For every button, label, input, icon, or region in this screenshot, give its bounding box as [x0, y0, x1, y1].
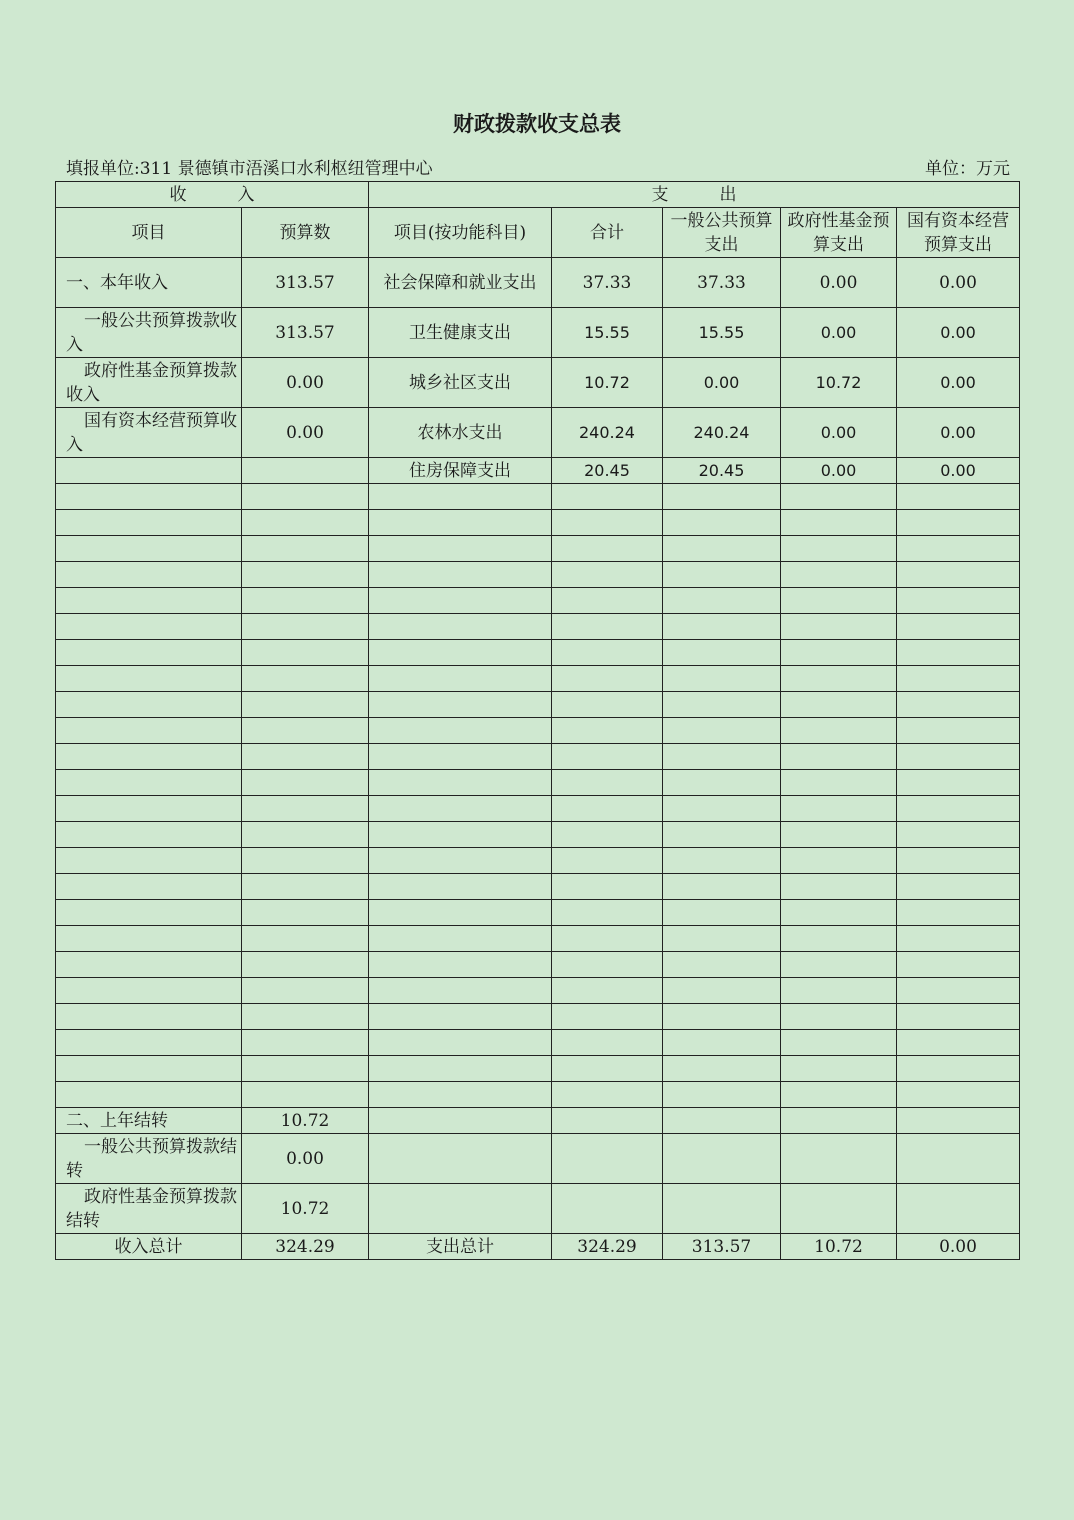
empty-cell	[552, 484, 663, 510]
empty-cell	[369, 640, 552, 666]
income-group-header: 收 入	[56, 182, 369, 208]
empty-cell	[242, 1082, 369, 1108]
table-row	[56, 458, 1020, 484]
expense-general: 240.24	[663, 408, 781, 458]
empty-cell	[56, 718, 242, 744]
budget-summary-table	[55, 181, 1020, 1260]
empty-table-row	[56, 640, 1020, 666]
empty-cell	[781, 562, 897, 588]
income-amount	[242, 458, 369, 484]
empty-cell	[781, 770, 897, 796]
income-item: 一般公共预算拨款收入	[56, 308, 242, 358]
col-header-general: 一般公共预算支出	[663, 208, 781, 258]
expense-fund: 0.00	[781, 308, 897, 358]
empty-table-row	[56, 666, 1020, 692]
empty-table-row	[56, 1004, 1020, 1030]
carryover-amount: 0.00	[242, 1134, 369, 1184]
empty-cell	[897, 562, 1020, 588]
expense-item: 城乡社区支出	[369, 358, 552, 408]
expense-total-label: 支出总计	[369, 1234, 552, 1260]
empty-cell	[663, 874, 781, 900]
empty-cell	[897, 900, 1020, 926]
expense-item: 卫生健康支出	[369, 308, 552, 358]
empty-cell	[663, 822, 781, 848]
group-header-row	[56, 182, 1020, 208]
carryover-amount: 10.72	[242, 1184, 369, 1234]
empty-table-row	[56, 952, 1020, 978]
empty-cell	[369, 718, 552, 744]
totals-row	[56, 1234, 1020, 1260]
empty-table-row	[56, 484, 1020, 510]
empty-cell	[897, 848, 1020, 874]
empty-cell	[552, 510, 663, 536]
table-row	[56, 408, 1020, 458]
empty-cell	[369, 926, 552, 952]
empty-cell	[781, 718, 897, 744]
empty-cell	[663, 796, 781, 822]
header-info-row	[66, 154, 1010, 179]
empty-cell	[897, 1082, 1020, 1108]
col-header-total: 合计	[552, 208, 663, 258]
empty-cell	[663, 718, 781, 744]
empty-cell	[552, 614, 663, 640]
empty-cell	[369, 978, 552, 1004]
expense-state: 0.00	[897, 258, 1020, 308]
empty-table-row	[56, 718, 1020, 744]
empty-table-row	[56, 770, 1020, 796]
expense-total: 240.24	[552, 408, 663, 458]
expense-item: 住房保障支出	[369, 458, 552, 484]
empty-table-row	[56, 614, 1020, 640]
empty-cell	[369, 692, 552, 718]
empty-table-row	[56, 900, 1020, 926]
empty-cell	[242, 770, 369, 796]
empty-cell	[663, 1056, 781, 1082]
empty-cell	[552, 796, 663, 822]
empty-cell	[897, 822, 1020, 848]
empty-cell	[781, 484, 897, 510]
empty-cell	[781, 874, 897, 900]
empty-cell	[242, 666, 369, 692]
empty-cell	[552, 718, 663, 744]
col-header-function-item: 项目(按功能科目)	[369, 208, 552, 258]
empty-table-row	[56, 588, 1020, 614]
empty-cell	[897, 978, 1020, 1004]
empty-cell	[56, 900, 242, 926]
empty-cell	[242, 1004, 369, 1030]
empty-cell	[897, 510, 1020, 536]
state-total: 0.00	[897, 1234, 1020, 1260]
income-item: 国有资本经营预算收入	[56, 408, 242, 458]
empty-cell	[56, 536, 242, 562]
empty-cell	[369, 848, 552, 874]
empty-table-row	[56, 848, 1020, 874]
empty-cell	[56, 692, 242, 718]
empty-cell	[552, 1004, 663, 1030]
empty-cell	[56, 640, 242, 666]
empty-cell	[369, 770, 552, 796]
expense-general: 37.33	[663, 258, 781, 308]
empty-cell	[897, 536, 1020, 562]
expense-fund: 0.00	[781, 458, 897, 484]
expense-fund: 0.00	[781, 258, 897, 308]
carryover-item: 二、上年结转	[56, 1108, 242, 1134]
empty-cell	[56, 1082, 242, 1108]
empty-cell	[369, 666, 552, 692]
empty-cell	[242, 926, 369, 952]
empty-cell	[663, 1030, 781, 1056]
empty-cell	[663, 900, 781, 926]
fund-total: 10.72	[781, 1234, 897, 1260]
empty-cell	[663, 640, 781, 666]
empty-cell	[663, 588, 781, 614]
income-total: 324.29	[242, 1234, 369, 1260]
empty-cell	[56, 952, 242, 978]
empty-cell	[552, 744, 663, 770]
expense-state: 0.00	[897, 358, 1020, 408]
empty-cell	[663, 978, 781, 1004]
empty-cell	[56, 588, 242, 614]
empty-cell	[242, 614, 369, 640]
empty-cell	[56, 614, 242, 640]
page-title: 财政拨款收支总表	[453, 112, 621, 136]
empty-cell	[369, 900, 552, 926]
empty-cell	[242, 1030, 369, 1056]
empty-cell	[242, 796, 369, 822]
empty-cell	[897, 1056, 1020, 1082]
empty-table-row	[56, 562, 1020, 588]
empty-cell	[781, 666, 897, 692]
empty-cell	[552, 874, 663, 900]
col-header-budget: 预算数	[242, 208, 369, 258]
empty-cell	[781, 510, 897, 536]
empty-table-row	[56, 744, 1020, 770]
empty-cell	[242, 744, 369, 770]
empty-cell	[552, 1056, 663, 1082]
empty-cell	[369, 874, 552, 900]
empty-table-row	[56, 1056, 1020, 1082]
empty-cell	[242, 588, 369, 614]
empty-cell	[56, 926, 242, 952]
empty-cell	[242, 562, 369, 588]
empty-rows	[56, 484, 1020, 1108]
expense-state: 0.00	[897, 308, 1020, 358]
empty-table-row	[56, 822, 1020, 848]
empty-cell	[781, 926, 897, 952]
empty-cell	[552, 952, 663, 978]
empty-cell	[56, 796, 242, 822]
empty-cell	[242, 978, 369, 1004]
empty-cell	[56, 744, 242, 770]
empty-cell	[897, 614, 1020, 640]
empty-cell	[369, 822, 552, 848]
empty-cell	[897, 484, 1020, 510]
carryover-item: 政府性基金预算拨款结转	[56, 1184, 242, 1234]
empty-cell	[781, 822, 897, 848]
empty-cell	[242, 484, 369, 510]
empty-cell	[56, 666, 242, 692]
empty-cell	[897, 1030, 1020, 1056]
empty-cell	[369, 1004, 552, 1030]
carryover-item: 一般公共预算拨款结转	[56, 1134, 242, 1184]
expense-grand-total: 324.29	[552, 1234, 663, 1260]
empty-cell	[897, 588, 1020, 614]
empty-cell	[369, 614, 552, 640]
empty-cell	[56, 874, 242, 900]
expense-total: 10.72	[552, 358, 663, 408]
income-item	[56, 458, 242, 484]
empty-cell	[552, 822, 663, 848]
income-amount: 0.00	[242, 358, 369, 408]
empty-cell	[781, 1030, 897, 1056]
empty-cell	[56, 822, 242, 848]
empty-cell	[552, 588, 663, 614]
empty-cell	[663, 926, 781, 952]
empty-cell	[897, 640, 1020, 666]
empty-cell	[552, 692, 663, 718]
empty-table-row	[56, 692, 1020, 718]
income-total-label: 收入总计	[56, 1234, 242, 1260]
empty-cell	[897, 770, 1020, 796]
col-header-state: 国有资本经营预算支出	[897, 208, 1020, 258]
empty-cell	[897, 718, 1020, 744]
empty-cell	[663, 770, 781, 796]
empty-table-row	[56, 874, 1020, 900]
table-row	[56, 308, 1020, 358]
empty-cell	[369, 744, 552, 770]
empty-cell	[369, 588, 552, 614]
empty-cell	[663, 666, 781, 692]
table-row	[56, 258, 1020, 308]
reporting-unit: 填报单位:311 景德镇市浯溪口水利枢纽管理中心	[66, 159, 433, 179]
empty-cell	[897, 666, 1020, 692]
empty-cell	[369, 536, 552, 562]
income-amount: 313.57	[242, 258, 369, 308]
empty-cell	[663, 484, 781, 510]
empty-cell	[897, 952, 1020, 978]
expense-general: 15.55	[663, 308, 781, 358]
empty-cell	[552, 900, 663, 926]
empty-cell	[552, 640, 663, 666]
empty-cell	[781, 848, 897, 874]
income-item: 政府性基金预算拨款收入	[56, 358, 242, 408]
empty-cell	[369, 562, 552, 588]
empty-cell	[369, 484, 552, 510]
empty-cell	[242, 900, 369, 926]
empty-cell	[242, 692, 369, 718]
expense-group-header: 支 出	[369, 182, 1020, 208]
empty-cell	[663, 614, 781, 640]
empty-cell	[242, 510, 369, 536]
empty-table-row	[56, 978, 1020, 1004]
empty-cell	[552, 926, 663, 952]
empty-cell	[781, 536, 897, 562]
empty-cell	[663, 510, 781, 536]
empty-cell	[897, 692, 1020, 718]
empty-cell	[552, 1082, 663, 1108]
empty-cell	[369, 1030, 552, 1056]
empty-cell	[897, 1004, 1020, 1030]
empty-cell	[369, 510, 552, 536]
empty-cell	[781, 952, 897, 978]
empty-cell	[242, 822, 369, 848]
empty-cell	[897, 926, 1020, 952]
expense-total: 15.55	[552, 308, 663, 358]
empty-cell	[242, 848, 369, 874]
empty-cell	[369, 796, 552, 822]
expense-total: 37.33	[552, 258, 663, 308]
empty-cell	[369, 1056, 552, 1082]
empty-cell	[552, 848, 663, 874]
empty-cell	[781, 900, 897, 926]
empty-cell	[552, 978, 663, 1004]
empty-cell	[552, 536, 663, 562]
empty-cell	[56, 1056, 242, 1082]
empty-table-row	[56, 1030, 1020, 1056]
empty-cell	[552, 1030, 663, 1056]
empty-cell	[663, 1004, 781, 1030]
empty-cell	[781, 978, 897, 1004]
carryover-amount: 10.72	[242, 1108, 369, 1134]
table-row	[56, 1184, 1020, 1234]
empty-cell	[552, 562, 663, 588]
empty-cell	[56, 1030, 242, 1056]
empty-cell	[781, 614, 897, 640]
empty-cell	[781, 1004, 897, 1030]
currency-unit: 单位：万元	[925, 159, 1010, 179]
empty-cell	[56, 770, 242, 796]
expense-total: 20.45	[552, 458, 663, 484]
empty-cell	[552, 666, 663, 692]
expense-state: 0.00	[897, 408, 1020, 458]
table-row	[56, 1134, 1020, 1184]
empty-cell	[56, 562, 242, 588]
empty-table-row	[56, 796, 1020, 822]
empty-cell	[369, 1082, 552, 1108]
empty-cell	[663, 952, 781, 978]
empty-cell	[663, 562, 781, 588]
table-row	[56, 1108, 1020, 1134]
empty-table-row	[56, 1082, 1020, 1108]
empty-cell	[242, 536, 369, 562]
column-header-row	[56, 208, 1020, 258]
empty-cell	[781, 692, 897, 718]
income-amount: 313.57	[242, 308, 369, 358]
empty-cell	[56, 484, 242, 510]
expense-item: 社会保障和就业支出	[369, 258, 552, 308]
empty-cell	[663, 536, 781, 562]
income-amount: 0.00	[242, 408, 369, 458]
table-row	[56, 358, 1020, 408]
empty-cell	[663, 744, 781, 770]
empty-cell	[781, 1082, 897, 1108]
empty-cell	[781, 640, 897, 666]
empty-cell	[663, 848, 781, 874]
empty-cell	[242, 874, 369, 900]
empty-cell	[897, 744, 1020, 770]
empty-cell	[56, 978, 242, 1004]
expense-fund: 0.00	[781, 408, 897, 458]
expense-state: 0.00	[897, 458, 1020, 484]
col-header-item: 项目	[56, 208, 242, 258]
expense-fund: 10.72	[781, 358, 897, 408]
empty-cell	[663, 1082, 781, 1108]
income-item: 一、本年收入	[56, 258, 242, 308]
empty-cell	[663, 692, 781, 718]
empty-table-row	[56, 536, 1020, 562]
expense-item: 农林水支出	[369, 408, 552, 458]
empty-cell	[781, 744, 897, 770]
empty-table-row	[56, 926, 1020, 952]
empty-cell	[242, 1056, 369, 1082]
general-total: 313.57	[663, 1234, 781, 1260]
empty-table-row	[56, 510, 1020, 536]
empty-cell	[781, 796, 897, 822]
col-header-fund: 政府性基金预算支出	[781, 208, 897, 258]
empty-cell	[781, 588, 897, 614]
expense-general: 20.45	[663, 458, 781, 484]
empty-cell	[897, 874, 1020, 900]
empty-cell	[242, 640, 369, 666]
empty-cell	[552, 770, 663, 796]
empty-cell	[242, 718, 369, 744]
empty-cell	[242, 952, 369, 978]
expense-general: 0.00	[663, 358, 781, 408]
empty-cell	[56, 848, 242, 874]
empty-cell	[369, 952, 552, 978]
empty-cell	[781, 1056, 897, 1082]
empty-cell	[56, 1004, 242, 1030]
empty-cell	[897, 796, 1020, 822]
empty-cell	[56, 510, 242, 536]
